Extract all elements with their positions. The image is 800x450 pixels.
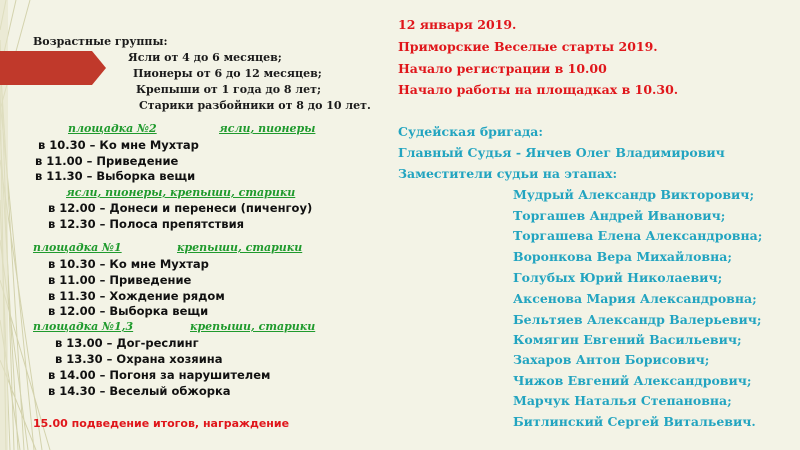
section-venue: площадка №1,3 <box>33 320 134 333</box>
schedule-item: в 11.30 – Хождение рядом <box>48 289 225 303</box>
age-group-line: Старики разбойники от 8 до 10 лет. <box>139 99 371 112</box>
schedule-item: в 12.00 – Донеси и перенеси (пиченгоу) <box>48 201 313 215</box>
schedule-item: в 11.00 – Приведение <box>48 273 192 287</box>
deputy-judge: Комягин Евгений Васильевич; <box>513 332 742 347</box>
schedule-item: в 14.30 – Веселый обжорка <box>48 384 231 398</box>
section-groups: ясли, пионеры, крепыши, старики <box>66 186 296 199</box>
schedule-item: в 10.30 – Ко мне Мухтар <box>38 138 199 152</box>
deputy-judge: Битлинский Сергей Витальевич. <box>513 414 756 429</box>
deputy-judge: Чижов Евгений Александрович; <box>513 373 752 388</box>
age-group-line: Крепыши от 1 года до 8 лет; <box>136 83 322 96</box>
deputy-judge: Бельтяев Александр Валерьевич; <box>513 312 762 327</box>
judges-title: Судейская бригада: <box>398 124 543 139</box>
deputies-title: Заместители судьи на этапах: <box>398 166 618 181</box>
deputy-judge: Торгашева Елена Александровна; <box>513 228 763 243</box>
section-groups: крепыши, старики <box>177 241 303 254</box>
deputy-judge: Мудрый Александр Викторович; <box>513 187 755 202</box>
event-name: Приморские Веселые старты 2019. <box>398 39 658 54</box>
schedule-item: в 11.30 – Выборка вещи <box>35 169 196 183</box>
schedule-item: в 13.30 – Охрана хозяина <box>55 352 223 366</box>
age-groups-title: Возрастные группы: <box>33 35 168 48</box>
event-start: Начало работы на площадках в 10.30. <box>398 82 679 97</box>
deputy-judge: Торгашев Андрей Иванович; <box>513 208 726 223</box>
deputy-judge: Аксенова Мария Александровна; <box>513 291 757 306</box>
chief-judge: Главный Судья - Янчев Олег Владимирович <box>398 145 725 160</box>
deputy-judge: Воронкова Вера Михайловна; <box>513 249 732 264</box>
schedule-item: в 12.00 – Выборка вещи <box>48 304 209 318</box>
section-venue: площадка №2 <box>68 122 157 135</box>
schedule-item: в 10.30 – Ко мне Мухтар <box>48 257 209 271</box>
deputy-judge: Марчук Наталья Степановна; <box>513 393 732 408</box>
age-group-line: Пионеры от 6 до 12 месяцев; <box>133 67 322 80</box>
deputy-judge: Голубых Юрий Николаевич; <box>513 270 723 285</box>
schedule-item: в 12.30 – Полоса препятствия <box>48 217 245 231</box>
event-date: 12 января 2019. <box>398 17 517 32</box>
section-venue: площадка №1 <box>33 241 122 254</box>
age-group-line: Ясли от 4 до 6 месяцев; <box>128 51 282 64</box>
schedule-item: в 11.00 – Приведение <box>35 154 179 168</box>
section-groups: крепыши, старики <box>190 320 316 333</box>
event-registration: Начало регистрации в 10.00 <box>398 61 607 76</box>
results-footer: 15.00 подведение итогов, награждение <box>33 417 290 430</box>
section-groups: ясли, пионеры <box>219 122 316 135</box>
deputy-judge: Захаров Антон Борисович; <box>513 352 710 367</box>
schedule-item: в 13.00 – Дог-реслинг <box>55 336 199 350</box>
accent-arrow-shape <box>0 51 106 85</box>
schedule-item: в 14.00 – Погоня за нарушителем <box>48 368 271 382</box>
